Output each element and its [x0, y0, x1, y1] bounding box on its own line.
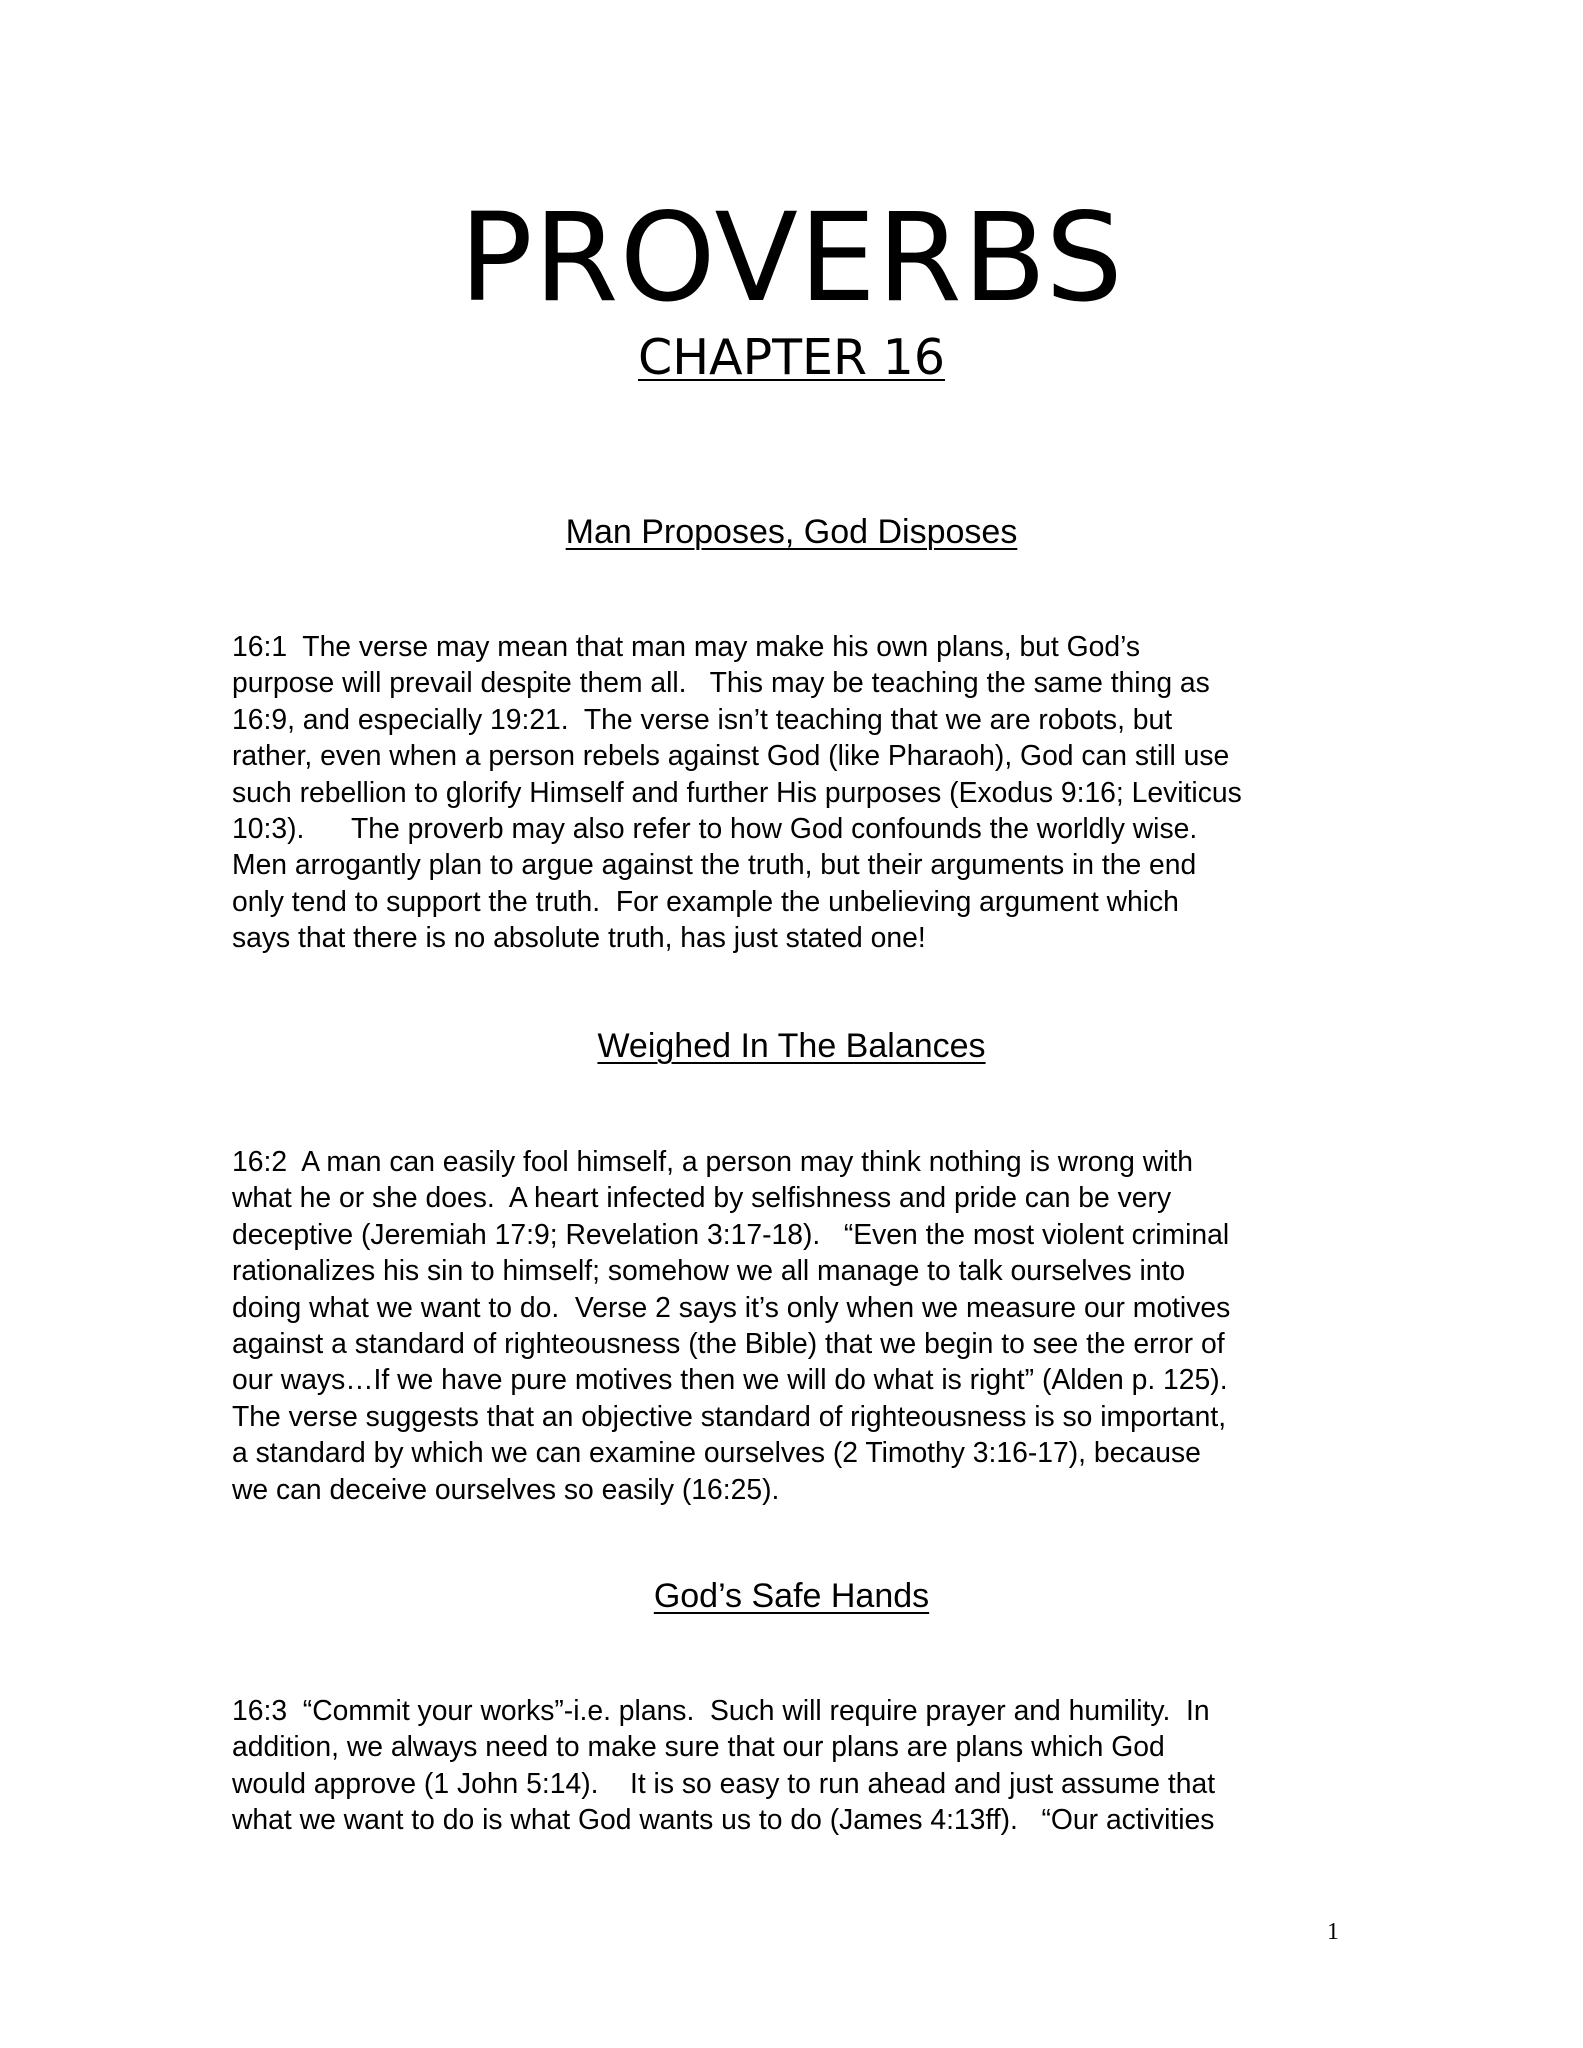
paragraph-line: rather, even when a person rebels against God (like Pharaoh), God can still use — [232, 739, 1230, 772]
section-paragraph-2 — [232, 1143, 1352, 1507]
section-paragraph-3 — [232, 1692, 1352, 1838]
page-number: 1 — [1327, 1919, 1339, 1945]
section-heading-3 — [0, 1574, 1583, 1618]
paragraph-line: would approve (1 John 5:14). It is so easy to run ahead and just assume that — [232, 1766, 1216, 1799]
chapter-heading — [0, 328, 1583, 388]
paragraph-line: rationalizes his sin to himself; somehow we all manage to talk ourselves into — [232, 1254, 1186, 1287]
paragraph-line: Men arrogantly plan to argue against the truth, but their arguments in the end — [232, 848, 1197, 881]
section-heading-3-text: God’s Safe Hands — [653, 1577, 930, 1615]
paragraph-line: deceptive (Jeremiah 17:9; Revelation 3:17-18). “Even the most violent criminal — [232, 1217, 1230, 1250]
paragraph-line: purpose will prevail despite them all. This may be teaching the same thing as — [232, 666, 1210, 699]
paragraph-line: against a standard of righteousness (the Bible) that we begin to see the error of — [232, 1327, 1225, 1360]
paragraph-line: what he or she does. A heart infected by selfishness and pride can be very — [232, 1181, 1172, 1214]
section-paragraph-1 — [232, 628, 1352, 956]
paragraph-line: 16:3 “Commit your works”-i.e. plans. Such will require prayer and humility. In — [232, 1694, 1210, 1726]
paragraph-line: 16:2 A man can easily fool himself, a person may think nothing is wrong with — [232, 1145, 1194, 1177]
page-title: PROVERBS — [459, 187, 1124, 329]
chapter-heading-text: CHAPTER 16 — [638, 329, 945, 386]
paragraph-line: says that there is no absolute truth, has just stated one! — [232, 921, 926, 954]
paragraph-line: a standard by which we can examine ourselves (2 Timothy 3:16-17), because — [232, 1436, 1201, 1469]
paragraph-line: 16:1 The verse may mean that man may make his own plans, but God’s — [232, 630, 1141, 662]
paragraph-line: we can deceive ourselves so easily (16:25). — [232, 1472, 780, 1505]
section-heading-1-text: Man Proposes, God Disposes — [565, 513, 1018, 551]
section-heading-2 — [0, 1024, 1583, 1068]
paragraph-line: 16:9, and especially 19:21. The verse isn’t teaching that we are robots, but — [232, 702, 1173, 735]
paragraph-line: The verse suggests that an objective standard of righteousness is so important, — [232, 1399, 1227, 1432]
section-heading-2-text: Weighed In The Balances — [597, 1027, 986, 1065]
paragraph-line: such rebellion to glorify Himself and further His purposes (Exodus 9:16; Leviticus — [232, 775, 1242, 808]
paragraph-line: what we want to do is what God wants us to do (James 4:13ff). “Our activities — [232, 1803, 1215, 1836]
paragraph-line: doing what we want to do. Verse 2 says it’s only when we measure our motives — [232, 1290, 1231, 1323]
paragraph-line: addition, we always need to make sure that our plans are plans which God — [232, 1730, 1165, 1763]
paragraph-line: our ways…If we have pure motives then we will do what is right” (Alden p. 125). — [232, 1363, 1228, 1396]
paragraph-line: only tend to support the truth. For example the unbelieving argument which — [232, 884, 1179, 917]
section-heading-1 — [0, 510, 1583, 554]
paragraph-line: 10:3). The proverb may also refer to how God confounds the worldly wise. — [232, 812, 1198, 845]
